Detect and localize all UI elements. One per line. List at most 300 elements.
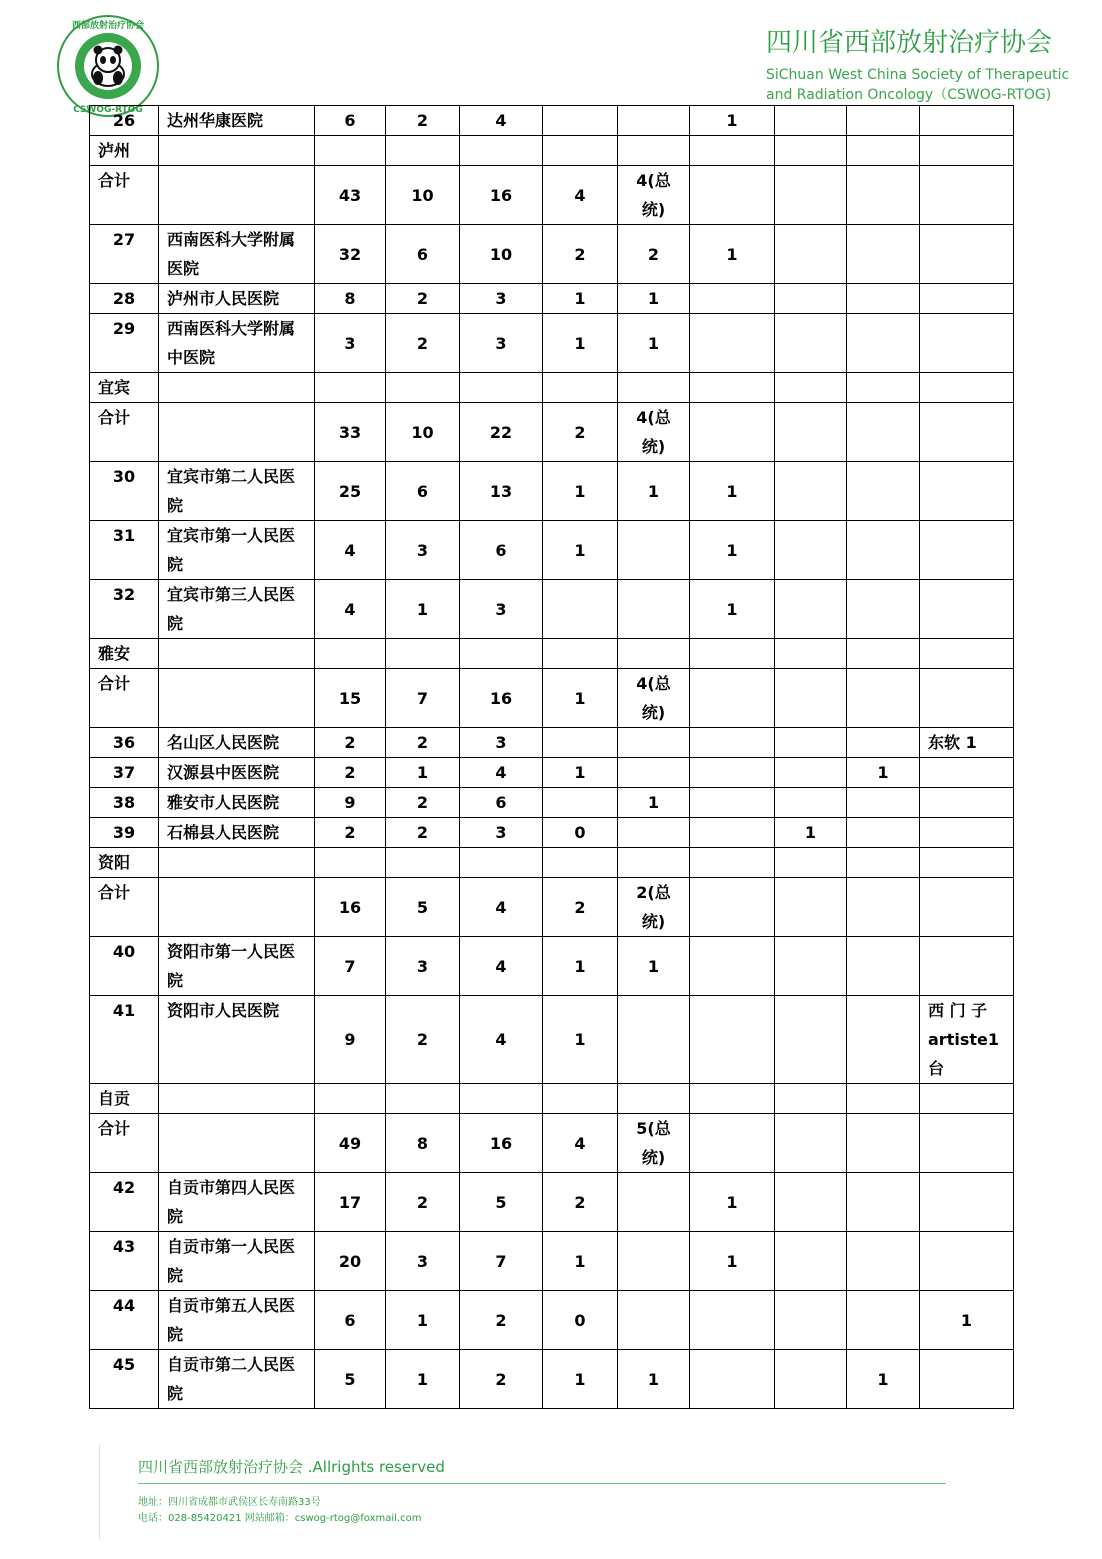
table-cell	[618, 521, 690, 580]
table-cell: 2	[386, 788, 460, 818]
table-cell	[690, 996, 775, 1084]
table-cell	[847, 166, 920, 225]
table-cell	[386, 1084, 460, 1114]
table-cell	[775, 1084, 847, 1114]
table-cell	[690, 878, 775, 937]
total-row	[90, 1114, 1014, 1173]
table-cell	[775, 669, 847, 728]
table-row	[90, 462, 1014, 521]
table-cell: 6	[386, 225, 460, 284]
table-cell	[920, 669, 1014, 728]
table-cell	[315, 1084, 386, 1114]
cell-index: 27	[90, 225, 159, 284]
cell-hospital-name	[159, 403, 315, 462]
cell-hospital-name: 宜宾市第一人民医院	[159, 521, 315, 580]
table-cell	[690, 403, 775, 462]
cell-hospital-name: 宜宾市第三人民医院	[159, 580, 315, 639]
cell-hospital-name	[159, 878, 315, 937]
region-row	[90, 373, 1014, 403]
table-cell: 10	[386, 403, 460, 462]
table-cell: 1	[543, 462, 618, 521]
table-cell	[847, 1232, 920, 1291]
table-cell	[618, 728, 690, 758]
table-cell	[460, 848, 543, 878]
org-name-en-line2: and Radiation Oncology（CSWOG-RTOG)	[766, 87, 1052, 103]
table-cell	[920, 639, 1014, 669]
table-cell: 2	[315, 728, 386, 758]
table-cell: 43	[315, 166, 386, 225]
table-cell: 0	[543, 818, 618, 848]
table-cell	[920, 758, 1014, 788]
table-cell: 2	[386, 314, 460, 373]
table-cell	[690, 848, 775, 878]
cell-index: 29	[90, 314, 159, 373]
table-cell	[690, 166, 775, 225]
table-cell: 4(总统)	[618, 669, 690, 728]
table-cell	[847, 818, 920, 848]
table-cell: 2	[386, 818, 460, 848]
table-cell	[690, 284, 775, 314]
table-cell	[920, 1350, 1014, 1409]
table-cell: 17	[315, 1173, 386, 1232]
table-cell	[543, 728, 618, 758]
association-logo	[56, 14, 160, 118]
table-cell	[543, 848, 618, 878]
table-cell	[775, 639, 847, 669]
table-cell	[847, 284, 920, 314]
table-cell	[543, 136, 618, 166]
table-cell	[920, 580, 1014, 639]
cell-index: 28	[90, 284, 159, 314]
table-cell: 1	[618, 462, 690, 521]
table-cell: 2	[386, 106, 460, 136]
table-row	[90, 1350, 1014, 1409]
cell-index: 32	[90, 580, 159, 639]
table-cell: 4	[460, 758, 543, 788]
cell-index: 合计	[90, 878, 159, 937]
table-cell: 2	[543, 403, 618, 462]
table-row	[90, 1232, 1014, 1291]
table-cell: 4(总统)	[618, 403, 690, 462]
table-cell: 1	[775, 818, 847, 848]
table-cell: 3	[460, 818, 543, 848]
total-row	[90, 166, 1014, 225]
table-cell	[920, 1114, 1014, 1173]
table-row	[90, 728, 1014, 758]
table-cell: 4	[543, 166, 618, 225]
table-cell	[775, 136, 847, 166]
table-cell	[159, 848, 315, 878]
cell-index: 45	[90, 1350, 159, 1409]
cell-hospital-name: 宜宾市第二人民医院	[159, 462, 315, 521]
table-cell: 1	[618, 788, 690, 818]
table-cell	[690, 758, 775, 788]
table-cell	[775, 848, 847, 878]
table-cell: 5	[386, 878, 460, 937]
table-cell: 1	[618, 937, 690, 996]
table-cell: 8	[315, 284, 386, 314]
region-label: 资阳	[90, 848, 159, 878]
table-cell: 1	[543, 521, 618, 580]
logo-text-en: CSWOG-RTOG	[73, 105, 143, 115]
table-cell: 1	[543, 314, 618, 373]
table-cell: 1	[386, 1350, 460, 1409]
table-cell: 6	[460, 788, 543, 818]
table-cell	[460, 1084, 543, 1114]
table-cell	[920, 788, 1014, 818]
cell-hospital-name: 自贡市第五人民医院	[159, 1291, 315, 1350]
table-cell	[847, 788, 920, 818]
table-cell	[315, 136, 386, 166]
table-cell: 4	[460, 878, 543, 937]
table-row	[90, 788, 1014, 818]
table-cell	[386, 639, 460, 669]
table-cell: 2	[386, 996, 460, 1084]
table-cell: 6	[386, 462, 460, 521]
table-cell: 1	[690, 462, 775, 521]
table-cell: 1	[386, 1291, 460, 1350]
table-cell: 49	[315, 1114, 386, 1173]
table-cell: 3	[386, 1232, 460, 1291]
table-cell: 7	[460, 1232, 543, 1291]
table-cell	[920, 521, 1014, 580]
table-cell	[775, 1114, 847, 1173]
table-cell: 2	[386, 728, 460, 758]
table-cell	[920, 284, 1014, 314]
region-label: 宜宾	[90, 373, 159, 403]
table-cell	[775, 1291, 847, 1350]
table-cell: 32	[315, 225, 386, 284]
table-row	[90, 996, 1014, 1084]
table-cell: 8	[386, 1114, 460, 1173]
table-cell	[847, 639, 920, 669]
table-cell: 3	[460, 728, 543, 758]
table-cell: 16	[460, 1114, 543, 1173]
table-cell: 3	[460, 314, 543, 373]
table-cell	[460, 373, 543, 403]
table-cell	[690, 728, 775, 758]
table-cell	[847, 878, 920, 937]
cell-hospital-name: 名山区人民医院	[159, 728, 315, 758]
table-cell	[543, 373, 618, 403]
table-cell	[847, 314, 920, 373]
table-cell	[775, 937, 847, 996]
table-cell: 1	[920, 1291, 1014, 1350]
table-cell	[159, 639, 315, 669]
cell-hospital-name	[159, 1114, 315, 1173]
table-cell	[920, 166, 1014, 225]
table-cell	[543, 639, 618, 669]
table-row	[90, 225, 1014, 284]
table-row	[90, 818, 1014, 848]
table-row	[90, 758, 1014, 788]
region-label: 泸州	[90, 136, 159, 166]
cell-hospital-name: 资阳市人民医院	[159, 996, 315, 1084]
cell-index: 38	[90, 788, 159, 818]
region-row	[90, 1084, 1014, 1114]
table-cell	[543, 788, 618, 818]
table-cell: 1	[690, 580, 775, 639]
table-cell: 1	[690, 1232, 775, 1291]
table-cell	[775, 403, 847, 462]
table-cell	[847, 728, 920, 758]
table-cell: 4	[460, 996, 543, 1084]
table-cell	[690, 314, 775, 373]
table-cell	[847, 580, 920, 639]
table-cell	[618, 1173, 690, 1232]
footer-contact-block	[138, 1495, 421, 1527]
table-cell	[847, 373, 920, 403]
table-cell	[543, 580, 618, 639]
table-cell: 5(总统)	[618, 1114, 690, 1173]
table-cell	[690, 1084, 775, 1114]
table-row	[90, 284, 1014, 314]
table-cell: 0	[543, 1291, 618, 1350]
table-cell: 20	[315, 1232, 386, 1291]
table-cell	[920, 1173, 1014, 1232]
table-row	[90, 580, 1014, 639]
table-cell: 1	[386, 758, 460, 788]
table-cell	[690, 136, 775, 166]
cell-hospital-name: 自贡市第二人民医院	[159, 1350, 315, 1409]
table-cell: 16	[460, 166, 543, 225]
table-cell: 2	[618, 225, 690, 284]
table-cell	[690, 373, 775, 403]
table-cell: 4	[460, 106, 543, 136]
hospital-equipment-table	[89, 105, 1014, 1409]
table-cell: 4	[543, 1114, 618, 1173]
table-cell	[775, 521, 847, 580]
table-cell: 3	[315, 314, 386, 373]
table-cell	[618, 373, 690, 403]
table-cell	[618, 1291, 690, 1350]
cell-index: 40	[90, 937, 159, 996]
table-cell	[847, 106, 920, 136]
table-cell	[775, 758, 847, 788]
cell-index: 31	[90, 521, 159, 580]
table-cell: 7	[315, 937, 386, 996]
org-name-cn: 四川省西部放射治疗协会	[766, 28, 1053, 58]
table-cell	[920, 136, 1014, 166]
region-row	[90, 639, 1014, 669]
table-cell	[775, 1173, 847, 1232]
table-cell	[920, 225, 1014, 284]
table-cell	[315, 848, 386, 878]
table-cell: 2	[543, 1173, 618, 1232]
table-cell	[775, 1350, 847, 1409]
table-cell	[920, 106, 1014, 136]
table-cell	[920, 1084, 1014, 1114]
table-cell	[315, 639, 386, 669]
table-cell	[690, 1291, 775, 1350]
table-cell: 3	[386, 521, 460, 580]
table-cell: 西 门 子 artiste1 台	[920, 996, 1014, 1084]
region-row	[90, 848, 1014, 878]
table-cell	[775, 225, 847, 284]
table-cell: 东软 1	[920, 728, 1014, 758]
table-cell	[847, 1291, 920, 1350]
table-cell	[618, 639, 690, 669]
cell-hospital-name: 雅安市人民医院	[159, 788, 315, 818]
table-cell: 16	[460, 669, 543, 728]
table-cell: 9	[315, 996, 386, 1084]
table-cell	[543, 106, 618, 136]
table-cell: 2	[543, 225, 618, 284]
table-cell	[847, 136, 920, 166]
cell-index: 44	[90, 1291, 159, 1350]
org-name-en-line1: SiChuan West China Society of Therapeutic	[766, 67, 1070, 83]
table-cell: 2(总统)	[618, 878, 690, 937]
org-name-en	[766, 65, 1069, 105]
table-cell	[159, 1084, 315, 1114]
cell-hospital-name: 西南医科大学附属医院	[159, 225, 315, 284]
table-cell: 6	[460, 521, 543, 580]
table-cell: 25	[315, 462, 386, 521]
table-cell: 22	[460, 403, 543, 462]
table-cell: 1	[543, 937, 618, 996]
footer-contact: 电话：028-85420421 网站邮箱：cswog-rtog@foxmail.com	[138, 1513, 422, 1524]
table-cell: 10	[386, 166, 460, 225]
table-cell	[690, 669, 775, 728]
table-cell: 1	[847, 758, 920, 788]
region-label: 雅安	[90, 639, 159, 669]
table-cell: 13	[460, 462, 543, 521]
table-cell	[775, 1232, 847, 1291]
table-cell	[775, 462, 847, 521]
table-cell: 1	[618, 1350, 690, 1409]
table-cell: 33	[315, 403, 386, 462]
table-cell	[847, 462, 920, 521]
cell-hospital-name: 自贡市第一人民医院	[159, 1232, 315, 1291]
table-cell: 2	[315, 818, 386, 848]
table-cell	[920, 937, 1014, 996]
table-cell: 1	[690, 225, 775, 284]
table-cell	[847, 225, 920, 284]
table-cell	[920, 373, 1014, 403]
cell-hospital-name: 石棉县人民医院	[159, 818, 315, 848]
table-cell	[775, 314, 847, 373]
table-cell	[847, 403, 920, 462]
cell-index: 41	[90, 996, 159, 1084]
cell-index: 36	[90, 728, 159, 758]
table-cell	[920, 848, 1014, 878]
table-cell	[775, 878, 847, 937]
table-cell	[690, 1114, 775, 1173]
table-cell	[775, 106, 847, 136]
table-cell	[618, 1084, 690, 1114]
table-cell	[618, 996, 690, 1084]
table-cell	[618, 580, 690, 639]
cell-hospital-name: 汉源县中医医院	[159, 758, 315, 788]
table-cell: 1	[543, 996, 618, 1084]
table-cell	[920, 1232, 1014, 1291]
table-cell: 1	[690, 1173, 775, 1232]
table-cell	[775, 284, 847, 314]
table-cell	[775, 373, 847, 403]
table-cell: 1	[690, 521, 775, 580]
table-cell: 2	[460, 1350, 543, 1409]
table-cell	[775, 166, 847, 225]
table-cell	[847, 996, 920, 1084]
table-cell	[847, 669, 920, 728]
table-cell	[543, 1084, 618, 1114]
cell-index: 39	[90, 818, 159, 848]
table-cell	[775, 728, 847, 758]
table-cell	[847, 937, 920, 996]
table-cell: 10	[460, 225, 543, 284]
table-cell: 4	[315, 580, 386, 639]
table-cell: 3	[460, 580, 543, 639]
cell-index: 37	[90, 758, 159, 788]
table-cell: 3	[460, 284, 543, 314]
total-row	[90, 878, 1014, 937]
table-row	[90, 937, 1014, 996]
cell-index: 合计	[90, 1114, 159, 1173]
table-cell: 2	[543, 878, 618, 937]
cell-hospital-name	[159, 166, 315, 225]
table-cell	[775, 788, 847, 818]
table-cell: 5	[315, 1350, 386, 1409]
table-cell	[920, 403, 1014, 462]
table-row	[90, 106, 1014, 136]
table-cell: 1	[847, 1350, 920, 1409]
cell-index: 合计	[90, 403, 159, 462]
table-cell: 6	[315, 106, 386, 136]
cell-index: 合计	[90, 166, 159, 225]
table-cell: 1	[618, 284, 690, 314]
table-cell: 6	[315, 1291, 386, 1350]
table-cell	[386, 136, 460, 166]
table-cell	[775, 996, 847, 1084]
table-cell	[618, 758, 690, 788]
total-row	[90, 669, 1014, 728]
table-cell	[920, 878, 1014, 937]
cell-index: 42	[90, 1173, 159, 1232]
table-cell	[690, 639, 775, 669]
cell-index: 30	[90, 462, 159, 521]
footer-divider	[138, 1483, 946, 1484]
table-cell: 4	[460, 937, 543, 996]
table-cell	[690, 788, 775, 818]
cell-index: 43	[90, 1232, 159, 1291]
table-cell	[618, 1232, 690, 1291]
table-cell: 1	[690, 106, 775, 136]
table-cell: 1	[386, 580, 460, 639]
table-cell	[847, 1084, 920, 1114]
cell-index: 合计	[90, 669, 159, 728]
table-cell	[159, 373, 315, 403]
table-cell	[920, 818, 1014, 848]
footer-address: 地址：四川省成都市武侯区长寿南路33号	[138, 1497, 321, 1508]
table-cell	[386, 848, 460, 878]
table-cell	[618, 136, 690, 166]
region-label: 自贡	[90, 1084, 159, 1114]
cell-hospital-name	[159, 669, 315, 728]
table-cell	[920, 314, 1014, 373]
table-cell	[690, 1350, 775, 1409]
table-cell: 5	[460, 1173, 543, 1232]
table-cell: 1	[543, 1232, 618, 1291]
table-cell: 1	[543, 1350, 618, 1409]
table-cell	[460, 639, 543, 669]
table-cell	[847, 848, 920, 878]
table-cell: 1	[543, 284, 618, 314]
table-cell	[315, 373, 386, 403]
table-cell	[775, 580, 847, 639]
table-cell	[460, 136, 543, 166]
table-cell	[386, 373, 460, 403]
table-cell: 2	[386, 1173, 460, 1232]
